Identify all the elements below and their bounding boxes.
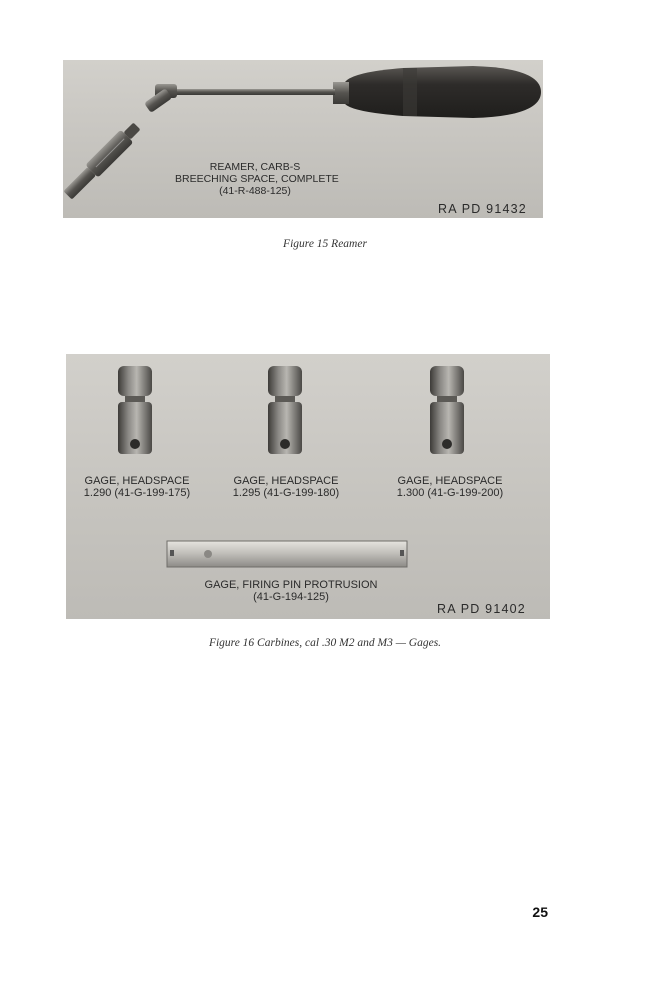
reamer-photo-label: REAMER, CARB-S BREECHING SPACE, COMPLETE (41-R-488-125) [175,161,339,197]
figure-16-caption: Figure 16 Carbines, cal .30 M2 and M3 — Gages. [208,637,442,649]
photo-reference-number: RA PD 91432 [438,202,527,216]
headspace-gage-1300 [430,366,464,454]
reamer-photo [63,60,543,218]
figure-15-caption: Figure 15 Reamer [283,238,367,250]
gages-photo [66,354,550,619]
gage-1-label: GAGE, HEADSPACE 1.290 (41-G-199-175) [83,475,191,499]
photo-reference-number: RA PD 91402 [437,602,526,616]
gage-3-label: GAGE, HEADSPACE 1.300 (41-G-199-200) [396,475,504,499]
reamer-handle [345,66,541,118]
reamer-ferrule [333,82,349,104]
firing-pin-protrusion-gage [167,541,407,567]
gage-2-label: GAGE, HEADSPACE 1.295 (41-G-199-180) [232,475,340,499]
firing-pin-gage-label: GAGE, FIRING PIN PROTRUSION (41-G-194-125) [204,579,378,603]
headspace-gage-1290 [118,366,152,454]
page-number: 25 [532,904,548,920]
headspace-gage-1295 [268,366,302,454]
reamer-rod [173,89,335,95]
reamer-head [63,120,143,202]
